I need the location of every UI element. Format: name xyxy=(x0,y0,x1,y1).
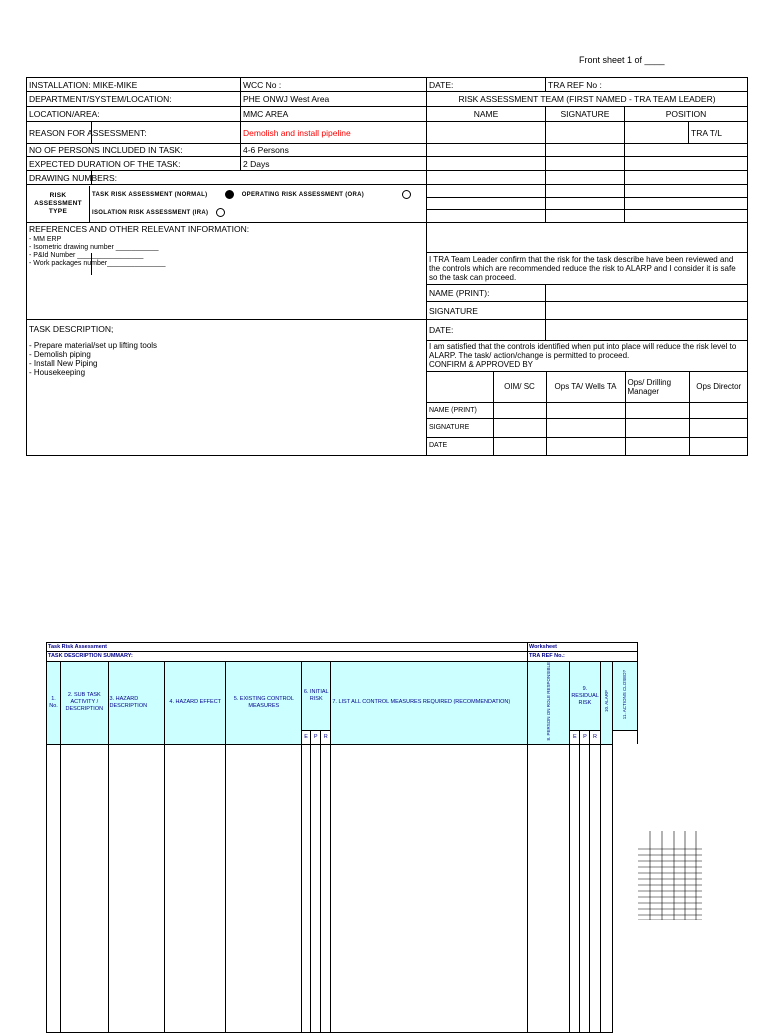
body-control-measures[interactable] xyxy=(331,744,528,1032)
worksheet-title: Task Risk Assessment xyxy=(47,643,528,652)
team-header: RISK ASSESSMENT TEAM (FIRST NAMED - TRA TEAM LEADER) xyxy=(427,92,748,107)
approval-date-oim[interactable] xyxy=(493,437,546,455)
initial-r: R xyxy=(321,731,331,744)
department-label: DEPARTMENT/SYSTEM/LOCATION: xyxy=(27,92,241,107)
team-name-3 xyxy=(427,157,546,171)
risk-type-option-ira[interactable]: ISOLATION RISK ASSESSMENT (IRA) xyxy=(90,205,427,222)
task-summary-label: TASK DESCRIPTION SUMMARY: xyxy=(47,652,528,662)
team-col-signature: SIGNATURE xyxy=(546,107,625,122)
team-name-4 xyxy=(427,171,546,185)
leader-date-field[interactable] xyxy=(546,320,748,341)
task-item: - Prepare material/set up lifting tools xyxy=(29,341,158,350)
confirm-label: CONFIRM & APPROVED BY xyxy=(429,360,534,369)
team-name-6 xyxy=(427,198,546,210)
approval-date-director[interactable] xyxy=(689,437,748,455)
reference-item: - Work packages number_______________ xyxy=(29,260,166,267)
reference-item: - MM ERP xyxy=(29,236,62,243)
leader-statement: I TRA Team Leader confirm that the risk for the task describe have been reviewed and the controls which are recommended reduce the risk to ALARP and I consider it is safe so the task can proceed. xyxy=(427,253,748,285)
col-existing-controls: 5. EXISTING CONTROL MEASURES xyxy=(226,662,302,745)
approval-grid-cell xyxy=(427,372,748,456)
team-signature-6 xyxy=(546,198,625,210)
approval-statement-cell xyxy=(427,341,748,372)
team-name-5 xyxy=(427,185,546,198)
team-name-1 xyxy=(427,122,546,144)
references-list xyxy=(29,236,424,268)
col-person-on-role: 8. PERSON ON ROLE RESPONSIBLE xyxy=(527,662,569,745)
col-alarp: 10. ALARP xyxy=(600,662,612,745)
team-signature-2 xyxy=(546,144,625,157)
references-cell xyxy=(27,223,427,320)
radio-ora-icon[interactable] xyxy=(402,190,411,199)
leader-signature-field[interactable] xyxy=(546,302,748,320)
body-person-on-role[interactable] xyxy=(527,744,569,1032)
mini-grid xyxy=(638,831,702,920)
approval-name-manager[interactable] xyxy=(625,402,689,418)
col-hazard-effect: 4. HAZARD EFFECT xyxy=(164,662,226,745)
radio-ira-icon[interactable] xyxy=(216,208,225,217)
front-sheet-table xyxy=(26,77,748,456)
body-initial-r[interactable] xyxy=(321,744,331,1032)
location-value: MMC AREA xyxy=(241,107,427,122)
risk-type-label: RISK ASSESSMENT TYPE xyxy=(27,186,90,222)
reason-value: Demolish and install pipeline xyxy=(241,122,427,144)
col-sub-task: 2. SUB TASK ACTIVITY / DESCRIPTION xyxy=(61,662,108,745)
body-actions-closed xyxy=(612,744,637,1032)
approval-name-oim[interactable] xyxy=(493,402,546,418)
body-residual-r[interactable] xyxy=(590,744,600,1032)
approval-signature-oim[interactable] xyxy=(493,418,546,437)
installation-cell: INSTALLATION: MIKE-MIKE xyxy=(27,78,241,92)
body-initial-e[interactable] xyxy=(302,744,311,1032)
risk-type-table xyxy=(27,186,426,222)
initial-p: P xyxy=(311,731,321,744)
residual-r: R xyxy=(590,731,600,744)
reference-item: - Isometric drawing number ___________ xyxy=(29,244,159,251)
body-initial-p[interactable] xyxy=(311,744,321,1032)
body-sub-task[interactable] xyxy=(61,744,108,1032)
col-initial-risk: 6. INITIAL RISK xyxy=(302,662,331,731)
approver-ops-ta: Ops TA/ Wells TA xyxy=(546,372,625,402)
team-position-6 xyxy=(625,198,748,210)
col-residual-risk: 9. RESIDUAL RISK xyxy=(570,662,600,731)
residual-e: E xyxy=(570,731,580,744)
approver-drilling-manager: Ops/ Drilling Manager xyxy=(625,372,689,402)
approval-date-label: DATE xyxy=(427,437,493,455)
team-position-2 xyxy=(625,144,748,157)
body-hazard-description[interactable] xyxy=(108,744,164,1032)
approval-corner xyxy=(427,372,493,402)
tra-ref-worksheet: TRA REF No.: xyxy=(527,652,637,662)
body-alarp[interactable] xyxy=(600,744,612,1032)
team-signature-4 xyxy=(546,171,625,185)
team-position-5 xyxy=(625,185,748,198)
mini-grid-lines xyxy=(638,831,702,920)
team-position-1b: TRA T/L xyxy=(689,122,748,144)
residual-p: P xyxy=(580,731,590,744)
approval-grid xyxy=(427,372,748,455)
task-item: - Housekeeping xyxy=(29,368,86,377)
task-list xyxy=(29,341,424,377)
persons-value: 4-6 Persons xyxy=(241,144,427,157)
team-col-position: POSITION xyxy=(625,107,748,122)
leader-blank-row xyxy=(427,223,748,253)
team-position-7 xyxy=(625,210,748,223)
col-hazard-description: 3. HAZARD DESCRIPTION xyxy=(108,662,164,745)
approval-signature-label: SIGNATURE xyxy=(427,418,493,437)
body-residual-e[interactable] xyxy=(570,744,580,1032)
leader-name-label: NAME (PRINT): xyxy=(427,285,546,302)
team-position-1a xyxy=(625,122,689,144)
task-description-cell xyxy=(27,320,427,456)
team-signature-7 xyxy=(546,210,625,223)
date-cell: DATE: xyxy=(427,78,546,92)
worksheet-table xyxy=(46,642,638,1033)
team-name-2 xyxy=(427,144,546,157)
leader-name-field[interactable] xyxy=(546,285,748,302)
task-item: - Install New Piping xyxy=(29,359,98,368)
actions-closed-blank xyxy=(612,731,637,744)
location-label: LOCATION/AREA: xyxy=(27,107,241,122)
col-control-measures: 7. LIST ALL CONTROL MEASURES REQUIRED (RECOMMENDATION) xyxy=(331,662,528,745)
risk-type-option-normal[interactable]: TASK RISK ASSESSMENT (NORMAL) OPERATING RISK ASSESSMENT (ORA) xyxy=(90,186,427,205)
approval-signature-ops-ta[interactable] xyxy=(546,418,625,437)
team-name-7 xyxy=(427,210,546,223)
leader-signature-label: SIGNATURE xyxy=(427,302,546,320)
drawing-numbers-label: DRAWING NUMBERS: xyxy=(27,171,427,185)
tra-ref-cell: TRA REF No : xyxy=(546,78,748,92)
reference-item: - P&Id Number _________________ xyxy=(29,252,144,259)
team-position-4 xyxy=(625,171,748,185)
front-sheet-counter: Front sheet 1 of ____ xyxy=(579,55,665,65)
duration-value: 2 Days xyxy=(241,157,427,171)
approval-date-ops-ta[interactable] xyxy=(546,437,625,455)
approver-ops-director: Ops Director xyxy=(689,372,748,402)
body-no[interactable] xyxy=(47,744,61,1032)
approval-statement: I am satisfied that the controls identified when put into place will reduce the risk level to ALARP. The task/ action/change is permitted to proceed. xyxy=(429,342,737,360)
task-item: - Demolish piping xyxy=(29,350,91,359)
body-hazard-effect[interactable] xyxy=(164,744,226,1032)
department-value: PHE ONWJ West Area xyxy=(241,92,427,107)
team-signature-3 xyxy=(546,157,625,171)
risk-type-cell xyxy=(27,185,427,223)
team-position-3 xyxy=(625,157,748,171)
approval-name-ops-ta[interactable] xyxy=(546,402,625,418)
approval-signature-director[interactable] xyxy=(689,418,748,437)
radio-normal-icon[interactable] xyxy=(225,190,234,199)
task-description-label: TASK DESCRIPTION; xyxy=(29,324,114,334)
body-existing-controls[interactable] xyxy=(226,744,302,1032)
team-signature-1 xyxy=(546,122,625,144)
team-signature-5 xyxy=(546,185,625,198)
reason-label: REASON FOR ASSESSMENT: xyxy=(27,122,241,144)
team-col-name: NAME xyxy=(427,107,546,122)
body-residual-p[interactable] xyxy=(580,744,590,1032)
col-actions-closed: 11. ACTIONS CLOSED? xyxy=(612,662,637,731)
approval-signature-manager[interactable] xyxy=(625,418,689,437)
initial-e: E xyxy=(302,731,311,744)
col-no: 1. No. xyxy=(47,662,61,745)
references-label: REFERENCES AND OTHER RELEVANT INFORMATION: xyxy=(29,224,250,234)
duration-label: EXPECTED DURATION OF THE TASK: xyxy=(27,157,241,171)
approval-name-label: NAME (PRINT) xyxy=(427,402,493,418)
approval-name-director[interactable] xyxy=(689,402,748,418)
worksheet-label: Worksheet xyxy=(527,643,637,652)
approver-oim: OIM/ SC xyxy=(493,372,546,402)
persons-label: NO OF PERSONS INCLUDED IN TASK: xyxy=(27,144,241,157)
wcc-no-cell: WCC No : xyxy=(241,78,427,92)
leader-date-label: DATE: xyxy=(427,320,546,341)
approval-date-manager[interactable] xyxy=(625,437,689,455)
